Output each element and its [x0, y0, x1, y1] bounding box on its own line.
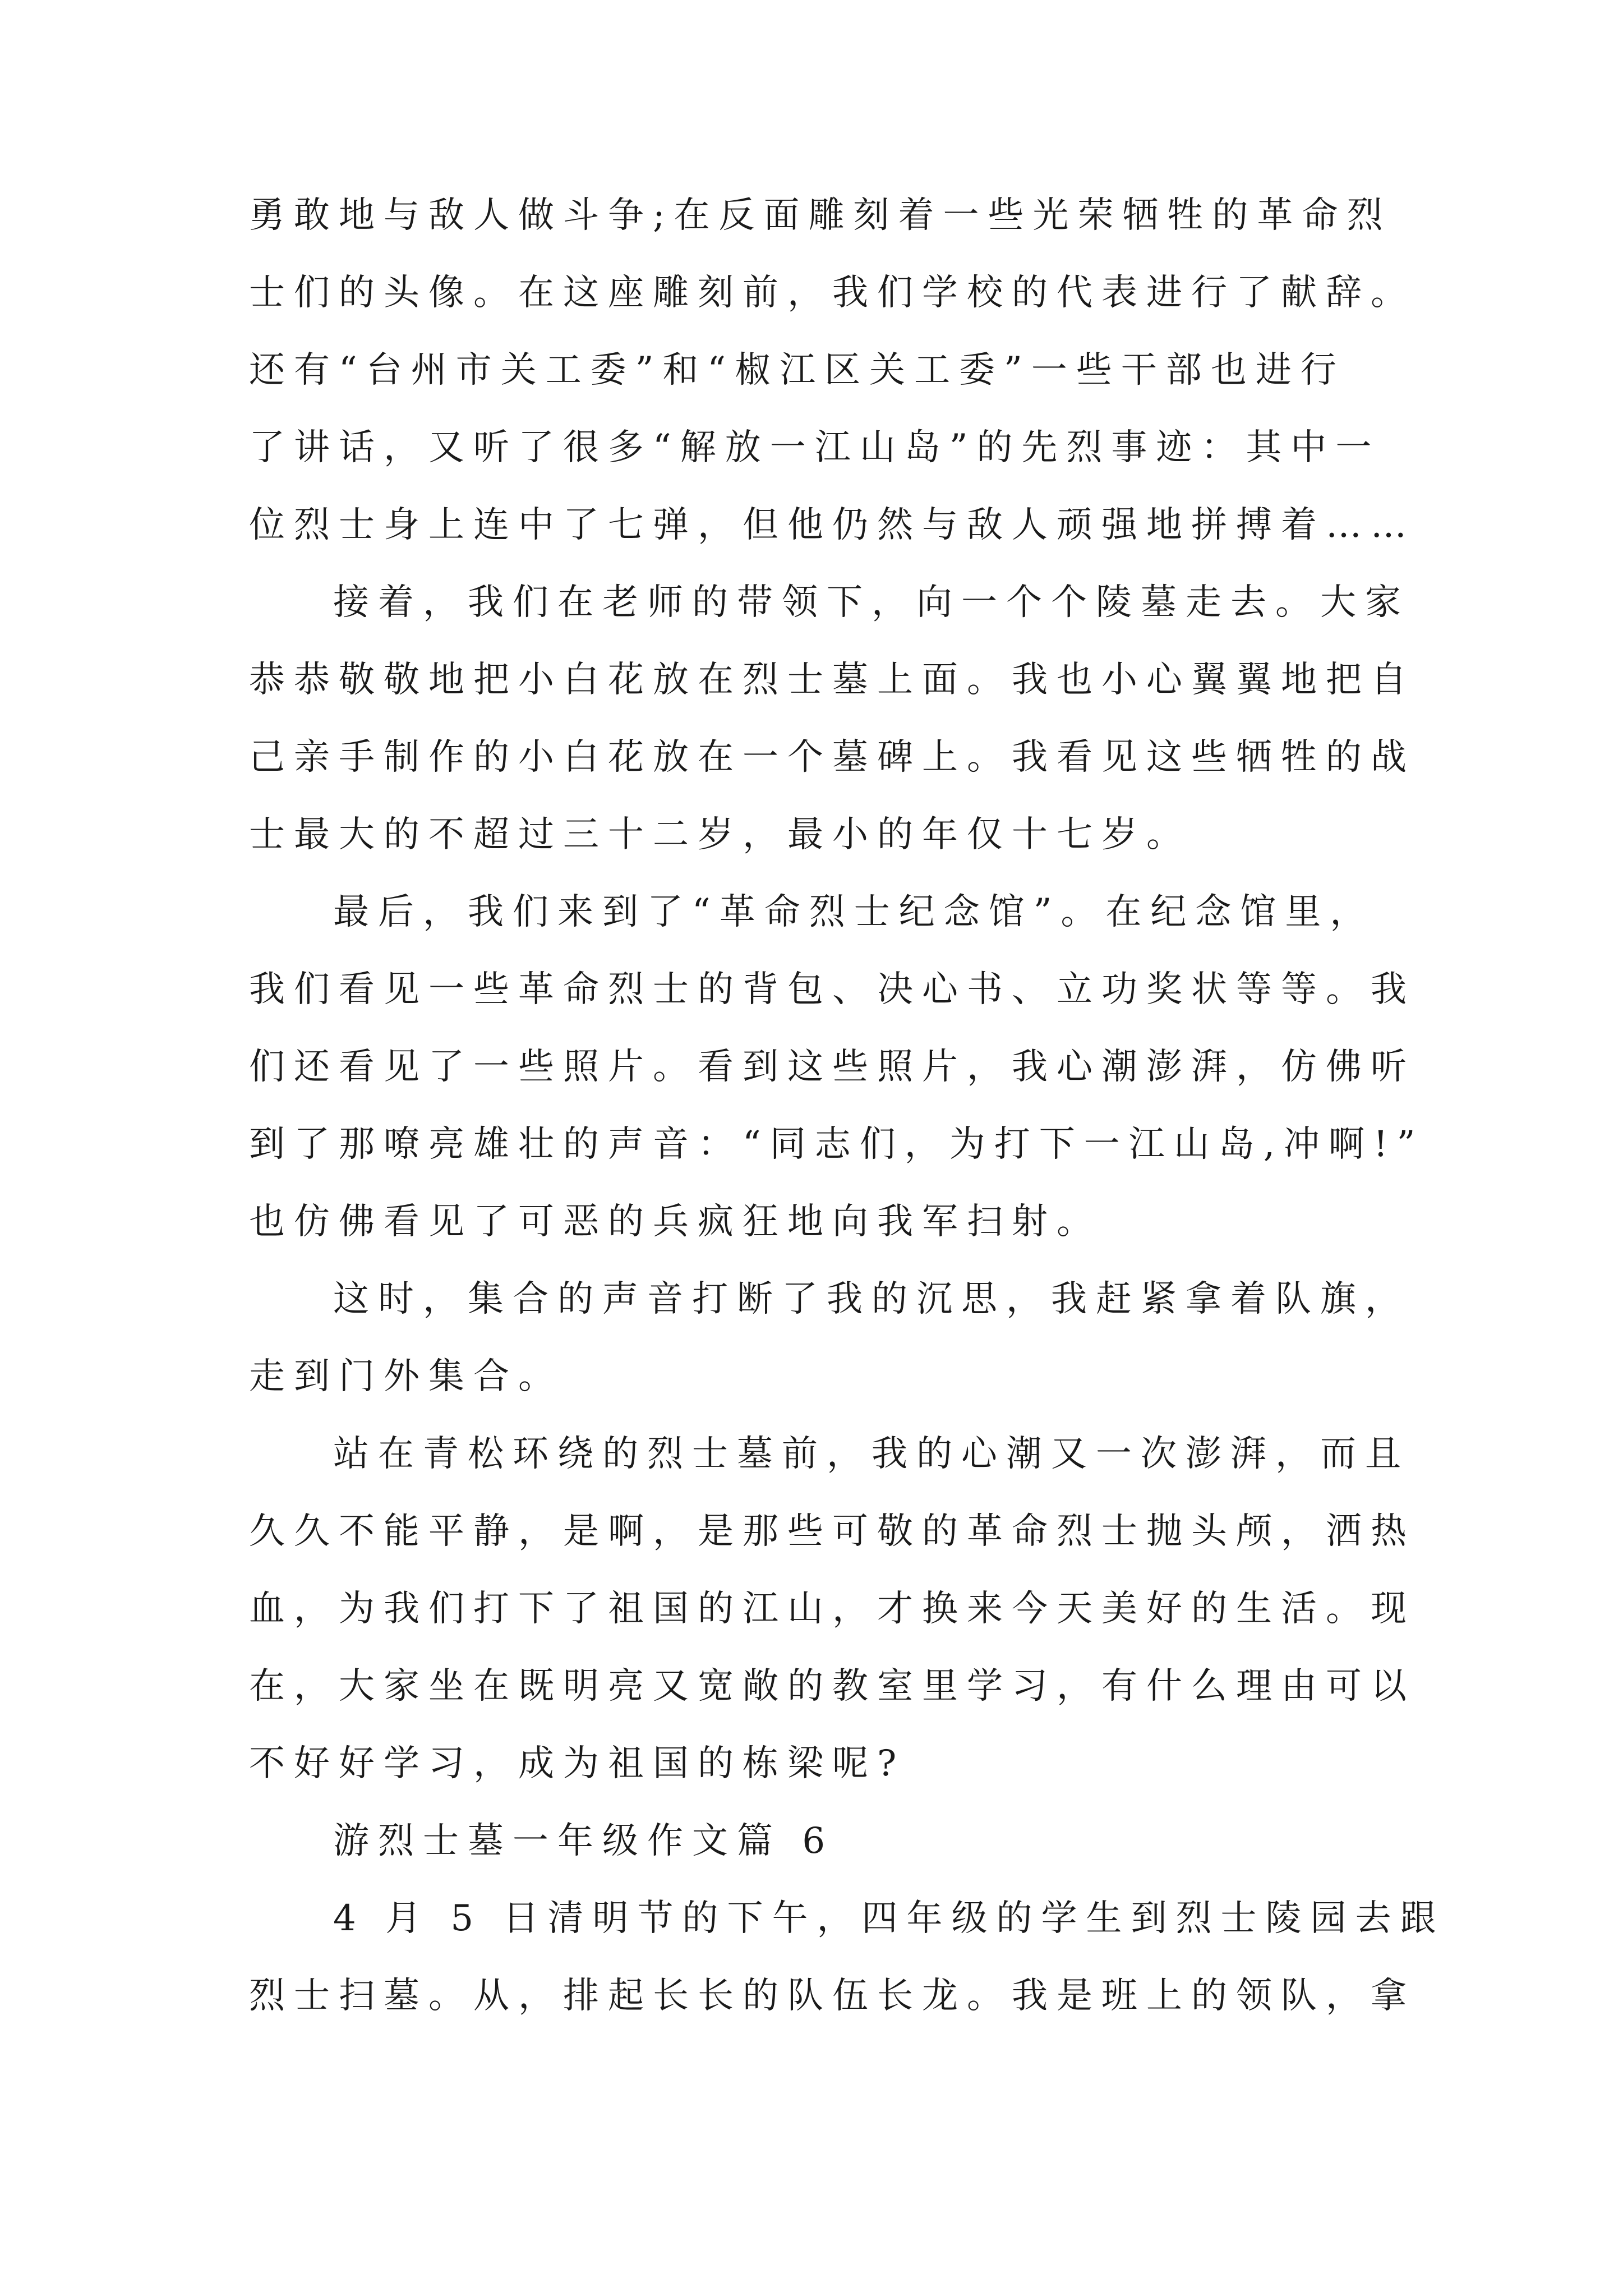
text-line: 也仿佛看见了可恶的兵疯狂地向我军扫射。	[249, 1201, 1101, 1243]
section-heading: 游烈士墓一年级作文篇 6	[333, 1820, 834, 1862]
text-line: 了讲话，又听了很多“解放一江山岛”的先烈事迹：其中一	[249, 427, 1381, 468]
paragraph-first-line: 这时，集合的声音打断了我的沉思，我赶紧拿着队旗，	[333, 1278, 1410, 1320]
text-line: 我们看见一些革命烈士的背包、决心书、立功奖状等等。我	[249, 969, 1415, 1010]
text-line: 己亲手制作的小白花放在一个墓碑上。我看见这些牺牲的战	[249, 737, 1415, 778]
text-line: 久久不能平静，是啊，是那些可敬的革命烈士抛头颅，洒热	[249, 1511, 1415, 1552]
body-text	[249, 177, 1445, 2035]
text-line: 们还看见了一些照片。看到这些照片，我心潮澎湃，仿佛听	[249, 1046, 1415, 1088]
paragraph-first-line: 最后，我们来到了“革命烈士纪念馆”。在纪念馆里，	[333, 891, 1375, 933]
text-line: 还有“台州市关工委”和“椒江区关工委”一些干部也进行	[249, 349, 1345, 391]
text-line: 血，为我们打下了祖国的江山，才换来今天美好的生活。现	[249, 1588, 1415, 1630]
text-line: 烈士扫墓。从，排起长长的队伍长龙。我是班上的领队，拿	[249, 1975, 1415, 2017]
text-line: 走到门外集合。	[249, 1356, 563, 1397]
paragraph-first-line: 4 月 5 日清明节的下午，四年级的学生到烈士陵园去跟	[333, 1898, 1445, 1939]
text-line: 不好好学习，成为祖国的栋梁呢?	[249, 1743, 906, 1784]
text-line: 位烈士身上连中了七弹，但他仍然与敌人顽强地拼搏着……	[249, 504, 1415, 546]
paragraph-first-line: 站在青松环绕的烈士墓前，我的心潮又一次澎湃，而且	[333, 1433, 1410, 1475]
text-line: 士们的头像。在这座雕刻前，我们学校的代表进行了献辞。	[249, 272, 1415, 314]
text-line: 士最大的不超过三十二岁，最小的年仅十七岁。	[249, 814, 1191, 855]
text-line: 勇敢地与敌人做斗争;在反面雕刻着一些光荣牺牲的革命烈	[249, 195, 1392, 236]
text-line: 恭恭敬敬地把小白花放在烈士墓上面。我也小心翼翼地把自	[249, 659, 1415, 701]
text-line: 在，大家坐在既明亮又宽敞的教室里学习，有什么理由可以	[249, 1665, 1415, 1707]
text-line: 到了那嘹亮雄壮的声音：“同志们，为打下一江山岛,冲啊!”	[249, 1124, 1424, 1165]
paragraph-first-line: 接着，我们在老师的带领下，向一个个陵墓走去。大家	[333, 582, 1410, 623]
